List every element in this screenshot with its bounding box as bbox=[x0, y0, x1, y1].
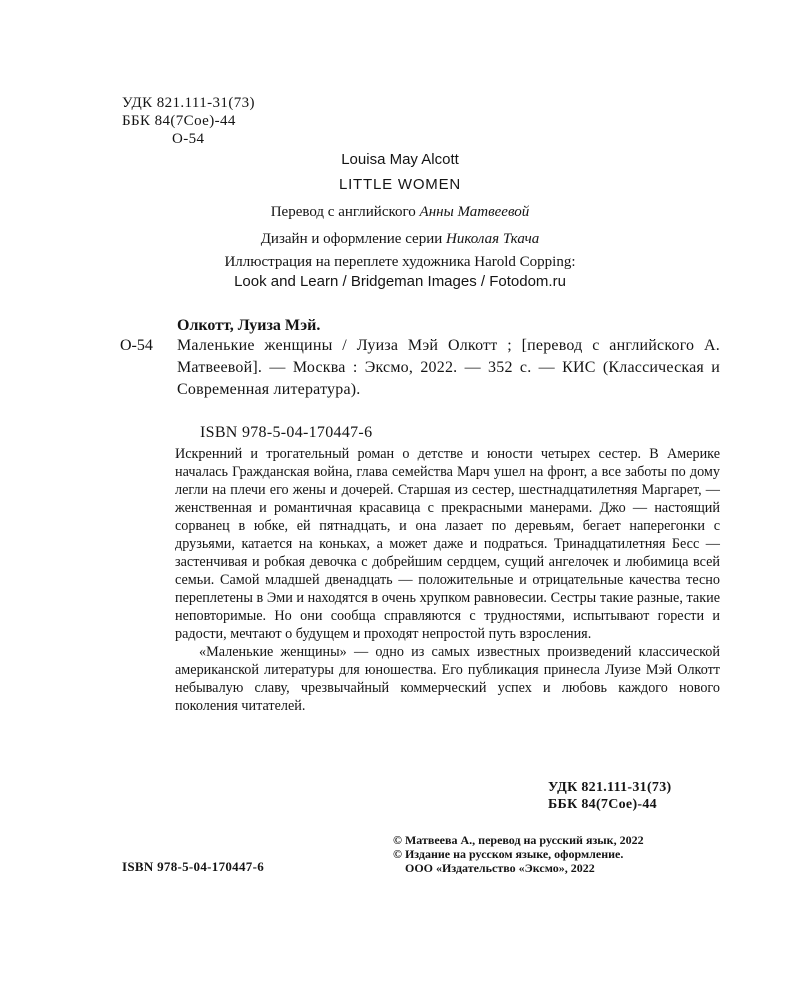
copyright-notice bbox=[393, 833, 644, 875]
author-mark: О-54 bbox=[172, 131, 205, 147]
design-prefix: Дизайн и оформление серии bbox=[260, 231, 447, 247]
classification-codes-bottom bbox=[548, 779, 671, 813]
design-credit bbox=[0, 229, 800, 249]
catalog-author-heading: Олкотт, Луиза Мэй. bbox=[177, 317, 321, 334]
udk-code: УДК 821.111-31(73) bbox=[122, 95, 255, 111]
bbk-code: ББК 84(7Сое)-44 bbox=[122, 113, 236, 129]
translator-prefix: Перевод с английского bbox=[270, 204, 420, 220]
bbk-code-bottom: ББК 84(7Сое)-44 bbox=[548, 797, 657, 812]
illustration-line-2: Look and Learn / Bridgeman Images / Fotodom.ru bbox=[234, 273, 566, 290]
classification-codes-top bbox=[122, 94, 255, 148]
illustration-credit bbox=[0, 253, 800, 291]
annotation-paragraph-2: «Маленькие женщины» — одно из самых известных произведений классической американской литературы для юношества. Его публикация принесла Луизе Мэй Олкотт небывалую славу, чрезвычайный коммерческий успех и любовь каждого нового поколения читателей. bbox=[175, 644, 720, 714]
udk-code-bottom: УДК 821.111-31(73) bbox=[548, 780, 672, 795]
catalog-description: Маленькие женщины / Луиза Мэй Олкотт ; [перевод с английского А. Матвеевой]. — Москва : Эксмо, 2022. — 352 с. — КИС (Классическая и Современная литература). bbox=[177, 337, 720, 398]
footer-isbn: ISBN 978-5-04-170447-6 bbox=[122, 859, 265, 874]
copyright-line-3: ООО «Издательство «Эксмо», 2022 bbox=[405, 861, 595, 875]
annotation-paragraph-1: Искренний и трогательный роман о детстве и юности четырех сестер. В Америке началась Гражданская война, глава семейства Марч ушел на фронт, а все заботы по дому легли на плечи его жены и дочерей. Старшая из сестер, шестнадцатилетняя Маргарет, — женственная и романтичная красавица с прекрасными манерами. Джо — настоящий сорванец в юбке, ей пятнадцать, и она лазает по деревьям, бегает наперегонки с друзьями, катается на коньках, а может даже и подраться. Тринадцатилетняя Бесс — застенчивая и робкая девочка с добрейшим сердцем, сущий ангелочек и любимица всей семьи. Самой младшей двенадцать — положительные и отрицательные качества тесно переплетены в Эми и находятся в очень хрупком равновесии. Сестры такие разные, такие неповторимые. Но они сообща справляются с трудностями, испытывают горести и радости, мечтают о будущем и проходят непростой путь взросления. bbox=[175, 446, 720, 642]
original-author: Louisa May Alcott bbox=[341, 151, 459, 168]
catalog-isbn: ISBN 978-5-04-170447-6 bbox=[200, 424, 373, 441]
original-title: LITTLE WOMEN bbox=[338, 176, 462, 193]
copyright-line-2: © Издание на русском языке, оформление. bbox=[393, 847, 624, 861]
catalog-code: О-54 bbox=[120, 337, 153, 354]
illustration-line-1: Иллюстрация на переплете художника Harold Copping: bbox=[224, 254, 576, 270]
designer-name: Николая Ткача bbox=[446, 231, 540, 247]
translator-credit bbox=[0, 202, 800, 222]
translator-name: Анны Матвеевой bbox=[419, 204, 530, 220]
copyright-line-1: © Матвеева А., перевод на русский язык, 2022 bbox=[393, 833, 644, 847]
annotation bbox=[175, 445, 720, 715]
